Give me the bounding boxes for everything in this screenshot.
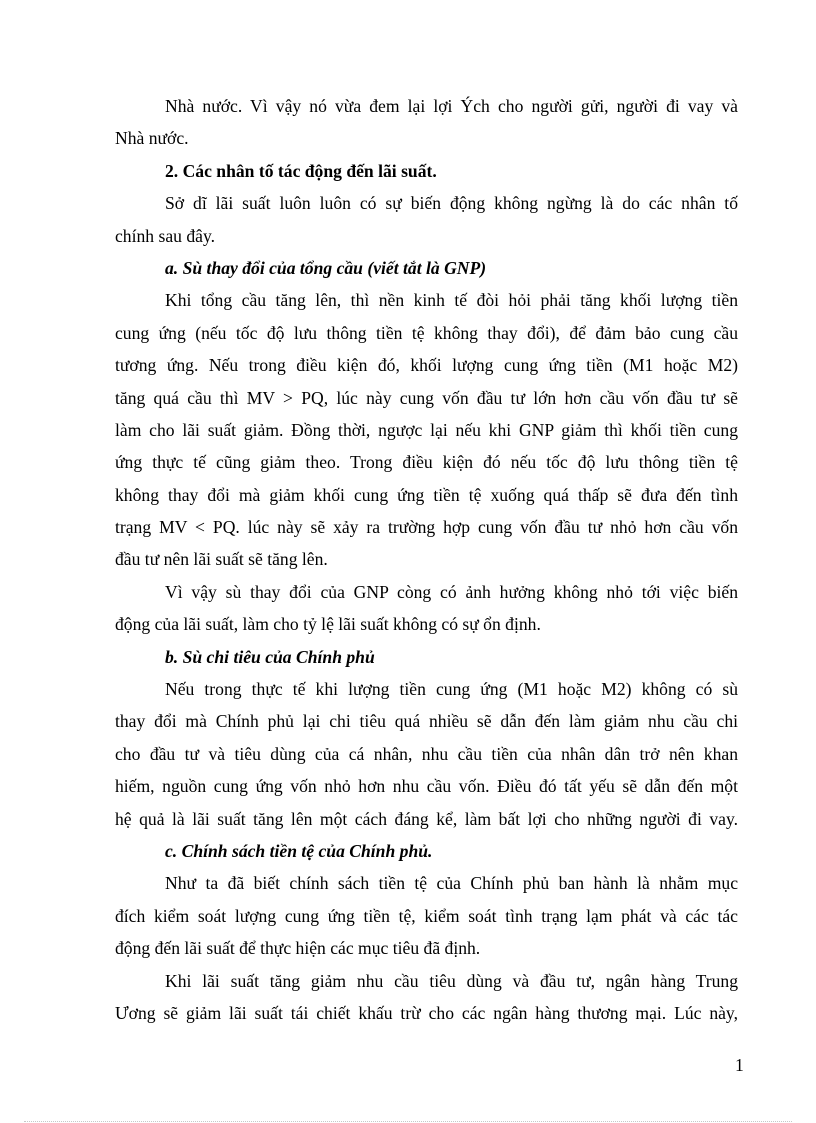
- text-line: Ương sẽ giảm lãi suất tái chiết khấu trừ cho các ngân hàng thương mại. Lúc này,: [115, 1002, 738, 1023]
- text-line: đích kiểm soát lượng cung ứng tiền tệ, kiểm soát tình trạng lạm phát và các tác: [115, 905, 738, 926]
- text-line: hiếm, nguồn cung ứng vốn nhỏ hơn nhu cầu vốn. Điều đó tất yếu sẽ dẫn đến một: [115, 776, 738, 797]
- text-line: làm cho lãi suất giảm. Đồng thời, ngược lại nếu khi GNP giảm thì khối tiền cung: [115, 419, 738, 440]
- text-line: Nếu trong thực tế khi lượng tiền cung ứng (M1 hoặc M2) không có sù: [165, 679, 738, 700]
- subsection-heading: a. Sù thay đổi của tổng cầu (viết tắt là GNP): [165, 257, 487, 278]
- subsection-heading: b. Sù chi tiêu của Chính phủ: [165, 646, 375, 667]
- text-line: Vì vậy sù thay đổi của GNP còng có ảnh hưởng không nhỏ tới việc biến: [165, 581, 738, 602]
- text-line: không thay đổi mà giảm khối cung ứng tiền tệ xuống quá thấp sẽ đưa đến tình: [115, 484, 738, 505]
- text-line: động đến lãi suất để thực hiện các mục tiêu đã định.: [115, 938, 481, 959]
- text-line: hệ quả là lãi suất tăng lên một cách đáng kể, làm bất lợi cho những người đi vay.: [115, 808, 738, 829]
- text-line: tương ứng. Nếu trong điều kiện đó, khối lượng cung ứng tiền (M1 hoặc M2): [115, 355, 738, 376]
- document-body: [115, 90, 738, 1029]
- subsection-heading: c. Chính sách tiền tệ của Chính phủ.: [165, 840, 433, 861]
- page-bottom-rule: [24, 1121, 792, 1122]
- text-line: Nhà nước. Vì vậy nó vừa đem lại lợi Ých cho người gửi, người đi vay và: [165, 96, 738, 116]
- text-line: ứng thực tế cũng giảm theo. Trong điều kiện đó nếu tốc độ lưu thông tiền tệ: [115, 452, 738, 473]
- text-line: cung ứng (nếu tốc độ lưu thông tiền tệ không thay đổi), để đảm bảo cung cầu: [115, 322, 738, 343]
- text-line: chính sau đây.: [115, 225, 215, 246]
- text-line: cho đầu tư và tiêu dùng của cá nhân, nhu cầu tiền của nhân dân trở nên khan: [115, 743, 738, 764]
- text-line: thay đổi mà Chính phủ lại chi tiêu quá nhiều sẽ dẫn đến làm giảm nhu cầu chi: [115, 711, 738, 732]
- text-line: tăng quá cầu thì MV > PQ, lúc này cung vốn đầu tư lớn hơn cầu vốn đầu tư sẽ: [115, 387, 738, 408]
- text-line: Khi lãi suất tăng giảm nhu cầu tiêu dùng và đầu tư, ngân hàng Trung: [165, 970, 738, 991]
- text-line: đầu tư nên lãi suất sẽ tăng lên.: [115, 549, 328, 570]
- text-line: Sở dĩ lãi suất luôn luôn có sự biến động không ngừng là do các nhân tố: [165, 193, 738, 214]
- page-number: 1: [735, 1055, 744, 1075]
- text-line: động của lãi suất, làm cho tỷ lệ lãi suất không có sự ổn định.: [115, 614, 541, 635]
- section-heading: 2. Các nhân tố tác động đến lãi suất.: [165, 160, 437, 181]
- text-line: Nhà nước.: [115, 128, 189, 149]
- text-line: Khi tổng cầu tăng lên, thì nền kinh tế đòi hỏi phải tăng khối lượng tiền: [165, 290, 738, 311]
- text-line: trạng MV < PQ. lúc này sẽ xảy ra trường hợp cung vốn đầu tư nhỏ hơn cầu vốn: [115, 517, 738, 538]
- text-line: Như ta đã biết chính sách tiền tệ của Chính phủ ban hành là nhằm mục: [165, 873, 738, 894]
